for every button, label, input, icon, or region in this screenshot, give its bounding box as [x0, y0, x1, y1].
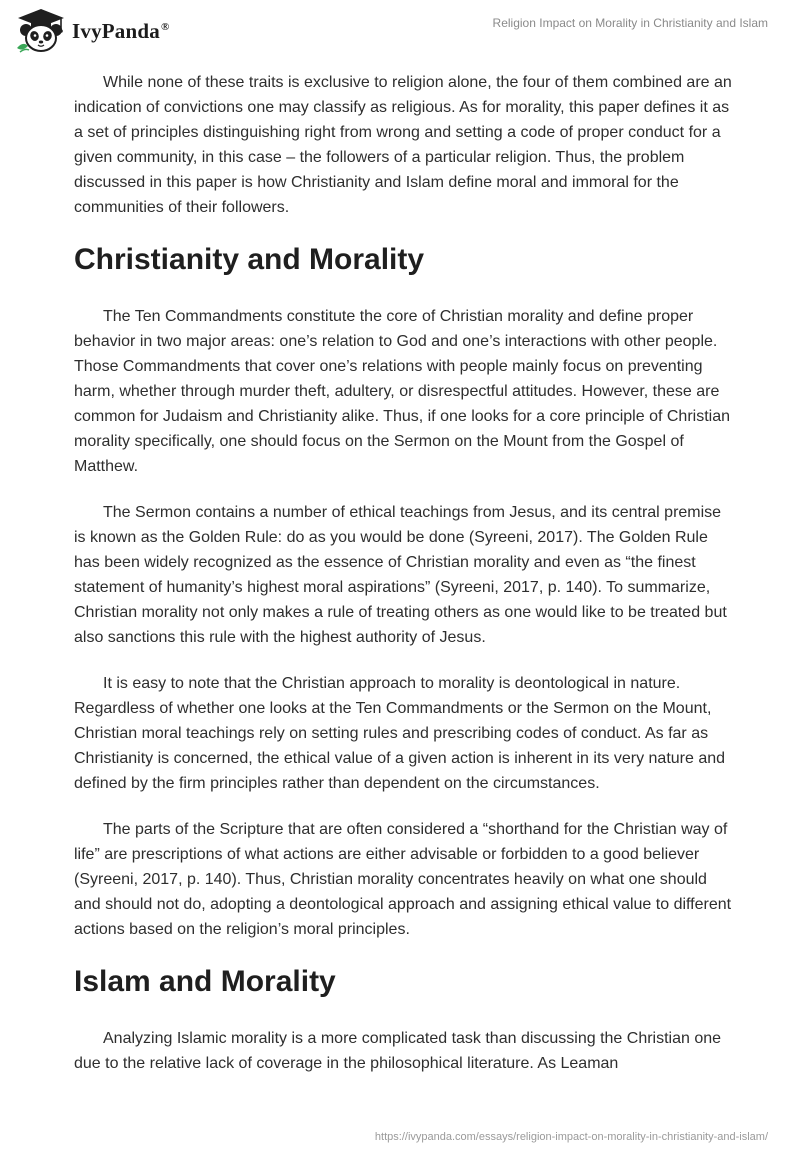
paragraph: The Sermon contains a number of ethical teachings from Jesus, and its central premise is known as the Golden Rule: do as you would be done (Syreeni, 2017). The Golden Rule has been widely recognized as the essence of Christian morality and even as “the finest statement of humanity’s highest moral aspirations” (Syreeni, 2017, p. 140). To summarize, Christian morality not only makes a rule of treating others as one would like to be treated but also sanctions this rule with the highest authority of Jesus. [74, 504, 727, 646]
essay-body [74, 70, 734, 1097]
ivypanda-logo[interactable] [14, 8, 169, 54]
page-header [0, 0, 800, 60]
section-heading-christianity: Christianity and Morality [74, 243, 425, 276]
logo-wordmark: IvyPanda® [72, 18, 170, 43]
source-url-link[interactable]: https://ivypanda.com/essays/religion-impact-on-morality-in-christianity-and-islam/ [374, 1131, 768, 1143]
section-heading-islam: Islam and Morality [74, 965, 336, 998]
panda-graduate-icon [14, 8, 68, 54]
paragraph: The parts of the Scripture that are often considered a “shorthand for the Christian way of life” are prescriptions of what actions are either advisable or forbidden to a good believer (Syreeni, 2017, p. 140). Thus, Christian morality concentrates heavily on what one should and should not do, adopting a deontological approach and assigning ethical value to different actions based on the religion’s moral principles. [74, 821, 732, 938]
registered-mark: ® [160, 20, 170, 33]
paragraph: Analyzing Islamic morality is a more complicated task than discussing the Christian one due to the relative lack of coverage in the philosophical literature. As Leaman [74, 1030, 722, 1072]
paragraph: It is easy to note that the Christian approach to morality is deontological in nature. Regardless of whether one looks at the Ten Commandments or the Sermon on the Mount, Christian moral teachings rely on setting rules and prescribing codes of conduct. As far as Christianity is concerned, the ethical value of a given action is inherent in its very nature and defined by the firm principles rather than dependent on the circumstances. [74, 675, 726, 792]
paragraph: The Ten Commandments constitute the core of Christian morality and define proper behavior in two major areas: one’s relation to God and one’s interactions with other people. Those Commandments that cover one’s relations with people mainly focus on preventing harm, whether through murder theft, adultery, or disrespectful attitudes. However, these are common for Judaism and Christianity alike. Thus, if one looks for a core principle of Christian morality specifically, one should focus on the Sermon on the Mount from the Gospel of Matthew. [74, 308, 730, 475]
document-title: Religion Impact on Morality in Christianity and Islam [492, 16, 768, 30]
paragraph-intro: While none of these traits is exclusive to religion alone, the four of them combined are an indication of convictions one may classify as religious. As for morality, this paper defines it as a set of principles distinguishing right from wrong and setting a code of proper conduct for a given community, in this case – the followers of a particular religion. Thus, the problem discussed in this paper is how Christianity and Islam define moral and immoral for the communities of their followers. [74, 74, 732, 216]
